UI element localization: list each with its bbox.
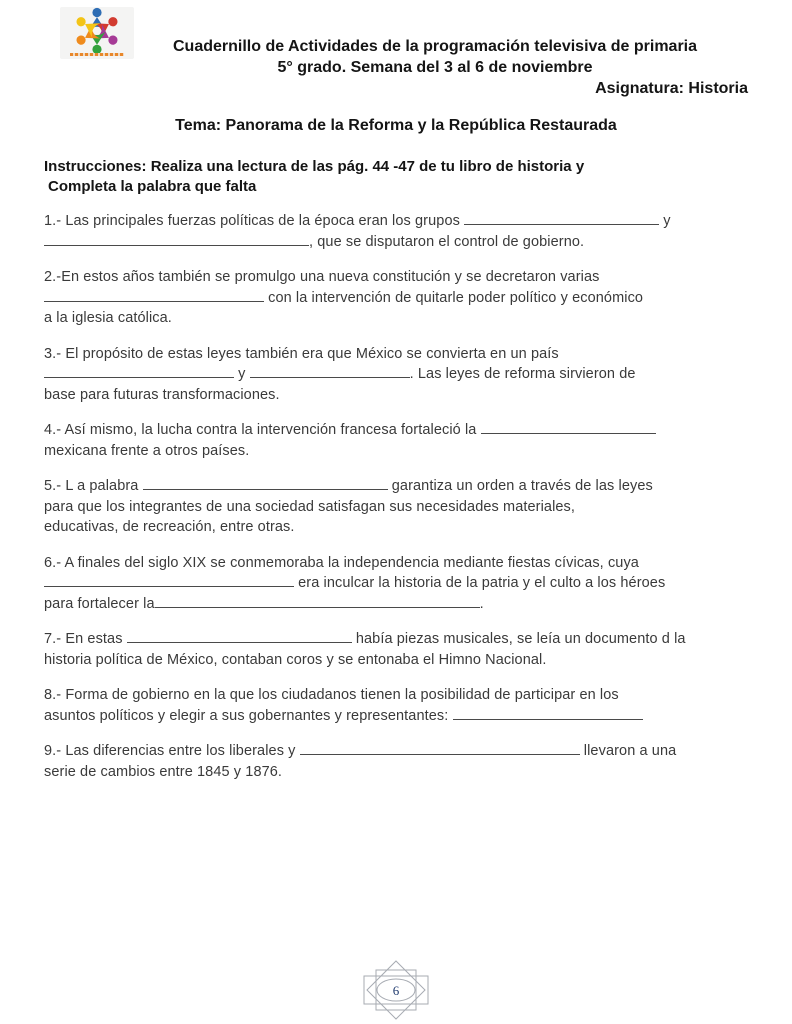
item-text: 1.- Las principales fuerzas políticas de la época eran los grupos [44, 213, 465, 229]
subject-label: Asignatura: Historia [595, 80, 748, 97]
blank-line[interactable] [250, 364, 410, 378]
item-text: 8.- Forma de gobierno en la que los ciudadanos tienen la posibilidad de participar en los [44, 687, 619, 703]
worksheet-item [44, 211, 756, 252]
worksheet-item [44, 267, 756, 329]
title-line-2: 5° grado. Semana del 3 al 6 de noviembre [277, 59, 593, 76]
item-text: . [479, 595, 484, 612]
item-text: 5.- L a palabra [44, 478, 143, 494]
instructions-line-1: Instrucciones: Realiza una lectura de las pág. 44 -47 de tu libro de historia y [44, 158, 585, 175]
worksheet-item [44, 629, 756, 670]
page-number-ornament [354, 958, 438, 1022]
item-text: y [234, 366, 250, 382]
item-text: serie de cambios entre 1845 y 1876. [44, 763, 283, 780]
item-text: 3.- El propósito de estas leyes también era que México se convierta en un país [44, 345, 559, 362]
item-text: garantiza un orden a través de las leyes [387, 478, 653, 494]
item-text: para fortalecer la [44, 595, 155, 612]
item-text: 9.- Las diferencias entre los liberales y [44, 743, 300, 759]
blank-line[interactable] [44, 288, 264, 302]
item-text: 6.- A finales del siglo XIX se conmemoraba la independencia mediante fiestas cívicas, cuya [44, 554, 639, 571]
worksheet-item [44, 420, 756, 461]
topic-label: Tema: Panorama de la Reforma y la República Restaurada [175, 117, 617, 134]
item-text: a la iglesia católica. [44, 310, 172, 326]
eight-point-star-frame-icon [354, 958, 438, 1022]
item-text: con la intervención de quitarle poder político y económico [264, 289, 644, 306]
blank-line[interactable] [44, 573, 294, 587]
blank-line[interactable] [44, 364, 234, 378]
title-line-1: Cuadernillo de Actividades de la programación televisiva de primaria [172, 38, 698, 55]
item-text: para que los integrantes de una sociedad satisfagan sus necesidades materiales, [44, 498, 576, 515]
item-text: llevaron a una [579, 743, 677, 759]
document-title [120, 36, 750, 78]
items-list [44, 211, 756, 797]
item-text: 2.-En estos años también se promulgo una nueva constitución y se decretaron varias [44, 269, 600, 285]
blank-line[interactable] [300, 741, 580, 755]
people-star-icon [69, 7, 125, 53]
item-text: base para futuras transformaciones. [44, 386, 280, 403]
worksheet-item [44, 741, 756, 782]
worksheet-item [44, 553, 756, 615]
logo-caption-text [70, 53, 124, 56]
item-text: era inculcar la historia de la patria y el culto a los héroes [294, 575, 666, 591]
item-text: asuntos políticos y elegir a sus gobernantes y representantes: [44, 707, 453, 724]
worksheet-item [44, 476, 756, 538]
item-text: educativas, de recreación, entre otras. [44, 519, 295, 535]
item-text: 4.- Así mismo, la lucha contra la intervención francesa fortaleció la [44, 422, 481, 438]
blank-line[interactable] [143, 476, 388, 490]
item-text: y [659, 213, 671, 229]
item-text: mexicana frente a otros países. [44, 442, 250, 459]
item-text: , que se disputaron el control de gobierno. [309, 233, 585, 250]
blank-line[interactable] [453, 706, 643, 720]
item-text: . Las leyes de reforma sirvieron de [409, 366, 636, 382]
worksheet-item [44, 685, 756, 726]
blank-line[interactable] [464, 211, 659, 225]
blank-line[interactable] [44, 232, 309, 246]
item-text: historia política de México, contaban coros y se entonaba el Himno Nacional. [44, 651, 547, 668]
worksheet-item [44, 344, 756, 406]
item-text: 7.- En estas [44, 631, 127, 647]
instructions [44, 157, 754, 197]
item-text: había piezas musicales, se leía un documento d la [351, 631, 686, 647]
page-number: 6 [392, 983, 400, 998]
blank-line[interactable] [127, 629, 352, 643]
instructions-line-2: Completa la palabra que falta [48, 178, 257, 195]
blank-line[interactable] [481, 420, 656, 434]
blank-line[interactable] [155, 594, 480, 608]
